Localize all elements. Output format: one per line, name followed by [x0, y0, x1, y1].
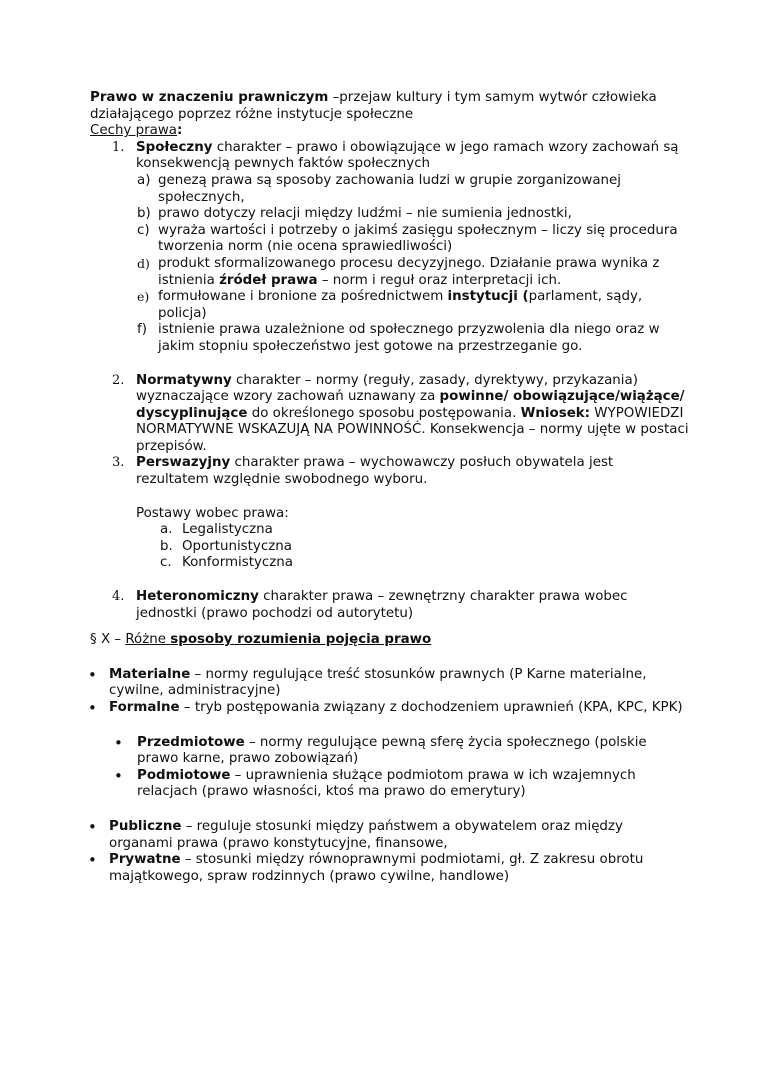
spacer	[90, 572, 690, 589]
bullet-text: – reguluje stosunki między państwem a obywatelem oraz między organami prawa (prawo konstytucyjne, finansowe,	[109, 818, 623, 851]
postawa-item-b	[90, 539, 690, 556]
bullet-item-prywatne	[90, 852, 690, 885]
document-page	[90, 90, 690, 885]
bullet-text: – tryb postępowania związany z dochodzeniem uprawnień (KPA, KPC, KPK)	[179, 700, 683, 715]
item-text: charakter prawa – wychowawczy posłuch obywatela jest rezultatem względnie swobodnego wyboru.	[136, 455, 614, 488]
list-item-spoleczny	[90, 140, 690, 173]
intro-text: –przejaw kultury i tym samym wytwór człowieka działającego poprzez różne instytucje społeczne	[90, 90, 657, 122]
spacer	[90, 717, 690, 735]
cechy-heading	[90, 123, 690, 140]
item-term: Normatywny	[136, 372, 232, 388]
sub-text: genezą prawa są sposoby zachowania ludzi w grupie zorganizowanej społecznych,	[158, 172, 621, 205]
list-item-heteronomiczny	[90, 589, 690, 622]
sub-text: wyraża wartości i potrzeby o jakimś zasięgu społecznym – liczy się procedura tworzenia norm (nie ocena sprawiedliwości)	[158, 222, 678, 255]
bullet-text: – stosunki między równoprawnymi podmiotami, gł. Z zakresu obrotu majątkowego, spraw rodzinnych (prawo cywilne, handlowe)	[109, 852, 644, 884]
item-term: Perswazyjny	[136, 455, 231, 471]
bullet-term: Prywatne	[109, 852, 181, 868]
postawy-label: Postawy wobec prawa:	[136, 505, 289, 521]
bullet-icon: •	[114, 766, 123, 785]
postawa-letter: c.	[160, 555, 172, 571]
sub-item-d	[90, 256, 690, 289]
item-text: charakter prawa – zewnętrzny charakter prawa wobec jednostki (prawo pochodzi od autorytetu)	[136, 589, 628, 621]
sub-item-b	[90, 206, 690, 223]
bullet-icon: •	[114, 733, 123, 752]
section-prefix: § X –	[90, 632, 126, 648]
bullet-term: Formalne	[109, 700, 180, 715]
sub-text: prawo dotyczy relacji między ludźmi – nie sumienia jednostki,	[158, 206, 572, 222]
bullet-text: – normy regulujące pewną sferę życia społecznego (polskie prawo karne, prawo zobowiązań)	[137, 734, 647, 767]
sub-letter: a)	[137, 172, 151, 188]
cechy-label: Cechy prawa	[90, 123, 177, 139]
sub-text-end: – norm i reguł oraz interpretacji ich.	[317, 272, 562, 288]
list-number: 4.	[112, 589, 125, 605]
bullet-text: – normy regulujące treść stosunków prawnych (P Karne materialne, cywilne, administracyjne)	[109, 666, 647, 699]
item-text-3: WYPOWIEDZI NORMATYWNE WSKAZUJĄ NA POWINNOŚĆ. Konsekwencja – normy ujęte w postaci przepisów.	[136, 405, 689, 454]
postawa-item-c	[90, 555, 690, 572]
sub-text: formułowane i bronione za pośrednictwem	[158, 289, 448, 305]
sub-text: produkt sformalizowanego procesu decyzyjnego. Działanie prawa wynika z istnienia	[158, 255, 660, 288]
sub-text-end: parlament, sądy, policja)	[158, 289, 643, 321]
sub-text: istnienie prawa uzależnione od społecznego przyzwolenia dla niego oraz w jakim stopniu społeczeństwo jest gotowe na przestrzeganie go.	[158, 322, 660, 354]
spacer	[90, 649, 690, 667]
bullet-text: – uprawnienia służące podmiotom prawa w ich wzajemnych relacjach (prawo własności, ktoś ma prawo do emerytury)	[137, 767, 636, 800]
bullet-item-materialne	[90, 667, 690, 700]
item-term: Heteronomiczny	[136, 589, 259, 605]
list-number: 3.	[112, 455, 125, 471]
sub-letter: c)	[137, 222, 150, 238]
cechy-colon: :	[177, 123, 183, 139]
bullet-icon: •	[88, 817, 97, 836]
sub-item-a	[90, 173, 690, 206]
list-number: 2.	[112, 372, 125, 388]
sub-bold: instytucji (	[447, 289, 529, 305]
bullet-term: Podmiotowe	[137, 767, 231, 783]
postawa-letter: b.	[160, 538, 173, 554]
bullet-term: Publiczne	[109, 818, 182, 834]
postawa-text: Oportunistyczna	[182, 538, 292, 554]
intro-paragraph	[90, 90, 690, 123]
spacer	[90, 356, 690, 373]
bullet-icon: •	[88, 851, 97, 870]
bullet-item-podmiotowe	[90, 768, 690, 801]
list-item-normatywny	[90, 373, 690, 456]
sub-letter: b)	[137, 206, 151, 222]
sub-letter: f)	[137, 322, 147, 338]
item-conclusion-label: Wniosek:	[520, 405, 591, 421]
sub-bold: źródeł prawa	[219, 272, 318, 288]
section-heading	[90, 632, 690, 649]
bullet-icon: •	[88, 665, 97, 684]
bullet-term: Przedmiotowe	[137, 734, 245, 750]
spacer	[90, 622, 690, 632]
intro-title: Prawo w znaczeniu prawniczym	[90, 90, 329, 105]
bullet-item-przedmiotowe	[90, 735, 690, 768]
sub-item-e	[90, 289, 690, 322]
postawa-text: Konformistyczna	[182, 555, 293, 571]
bullet-term: Materialne	[109, 666, 191, 682]
item-text-2: do określonego sposobu postępowania.	[247, 405, 521, 421]
item-text: charakter – prawo i obowiązujące w jego ramach wzory zachowań są konsekwencją pewnych faktów społecznych	[136, 139, 679, 172]
list-number: 1.	[112, 139, 125, 155]
spacer	[90, 489, 690, 506]
sub-letter: e)	[137, 289, 150, 305]
section-word: Różne	[125, 632, 166, 648]
item-text: charakter – normy (reguły, zasady, dyrektywy, przykazania) wyznaczające wzory zachowań uznawany za	[136, 372, 638, 405]
list-item-perswazyjny	[90, 455, 690, 488]
postawa-item-a	[90, 522, 690, 539]
sub-item-c	[90, 223, 690, 256]
sub-letter: d)	[137, 255, 150, 271]
postawa-letter: a.	[160, 522, 173, 538]
bullet-icon: •	[88, 699, 97, 717]
item-bold-phrase: powinne/ obowiązujące/wiążące/ dyscyplinujące	[136, 389, 685, 421]
item-term: Społeczny	[136, 139, 213, 155]
spacer	[90, 801, 690, 819]
section-title: sposoby rozumienia pojęcia prawo	[170, 632, 432, 648]
bullet-item-formalne	[90, 700, 690, 717]
bullet-item-publiczne	[90, 819, 690, 852]
postawa-text: Legalistyczna	[182, 522, 273, 538]
sub-item-f	[90, 322, 690, 355]
